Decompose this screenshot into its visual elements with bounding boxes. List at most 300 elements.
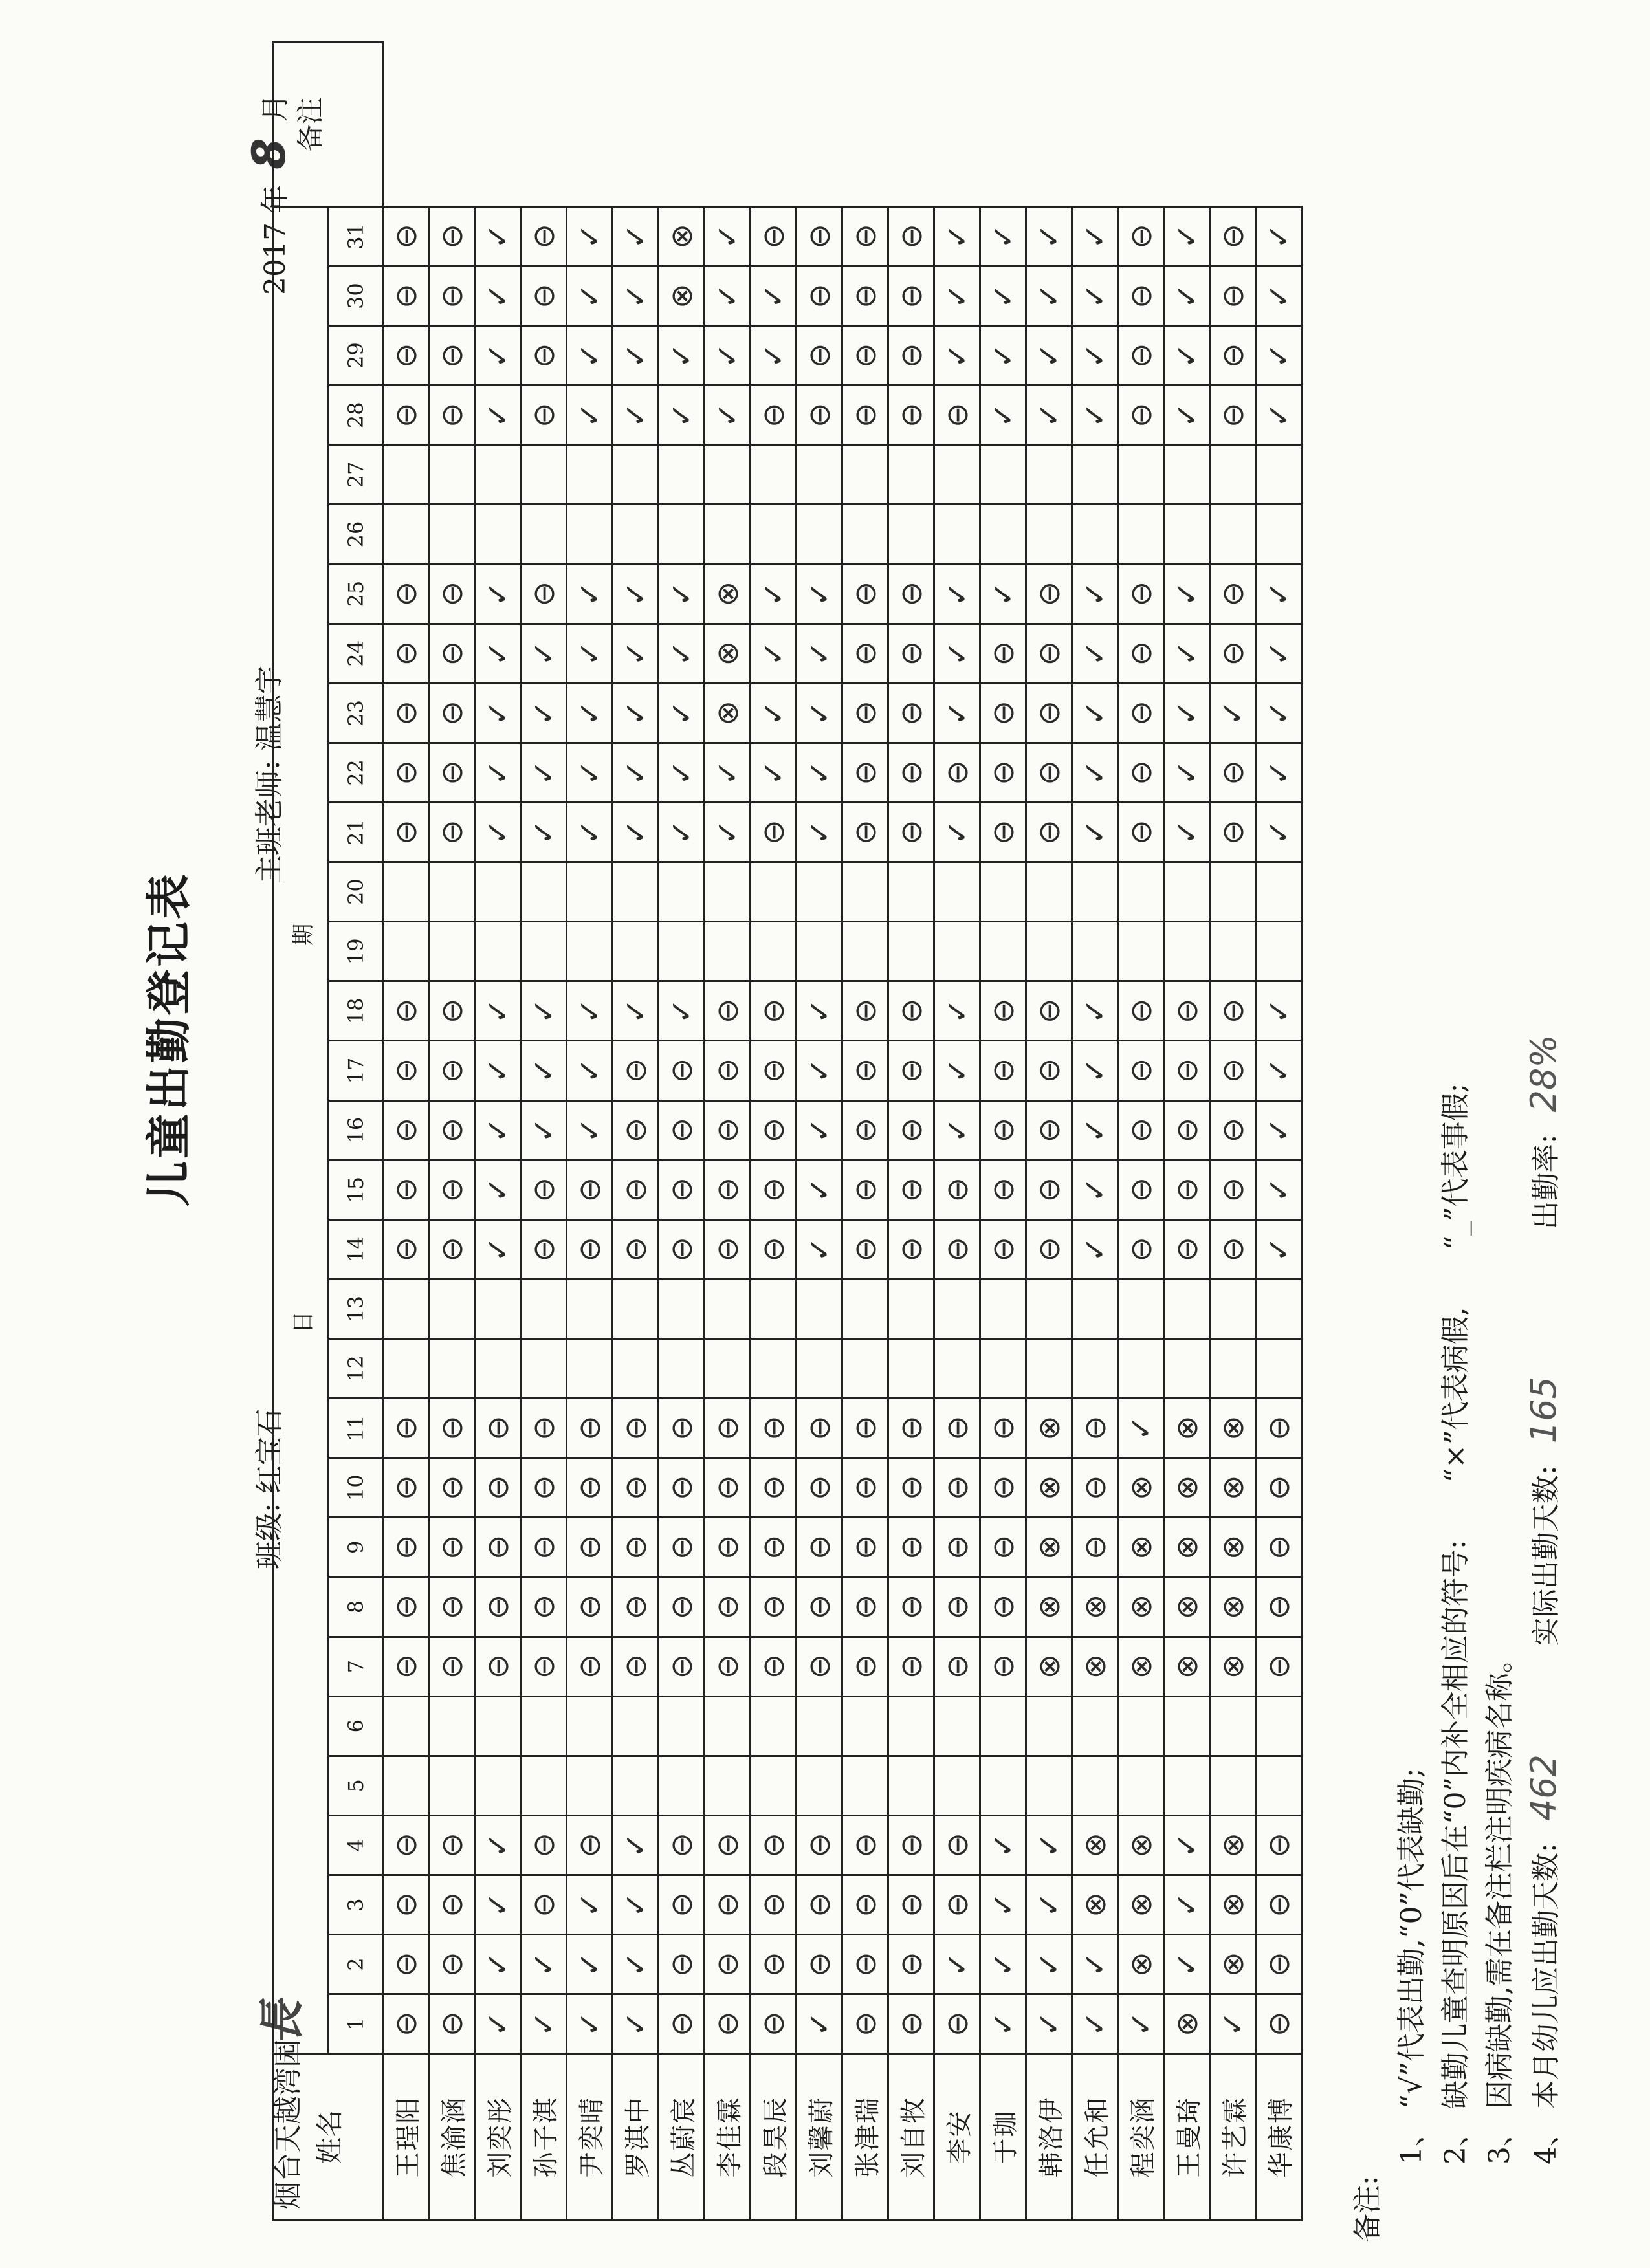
attendance-mark: ✓ — [980, 1994, 1026, 2054]
day-number-header: 23 — [329, 683, 383, 743]
attendance-mark: ⊖ — [659, 1100, 705, 1160]
attendance-mark: ✓ — [934, 981, 980, 1041]
attendance-mark — [1072, 1696, 1118, 1756]
attendance-mark: ⊗ — [1210, 1935, 1256, 1994]
attendance-mark — [980, 1279, 1026, 1338]
attendance-mark: ⊗ — [1210, 1637, 1256, 1696]
note-item-2-number: 2、 — [1439, 2118, 1472, 2164]
attendance-mark: ⊖ — [797, 1399, 842, 1458]
attendance-mark: ✓ — [934, 1100, 980, 1160]
note-item-2 — [1434, 43, 1478, 2242]
attendance-mark — [567, 445, 613, 505]
attendance-mark: ⊖ — [797, 206, 842, 266]
attendance-mark: ⊖ — [1118, 206, 1164, 266]
note-item-1-number: 1、 — [1395, 2118, 1428, 2164]
attendance-mark: ⊖ — [888, 624, 934, 683]
attendance-mark: ⊖ — [521, 206, 567, 266]
note-item-4-number: 4、 — [1530, 2118, 1563, 2164]
attendance-mark: ⊖ — [383, 1041, 429, 1100]
attendance-mark: ⊖ — [842, 386, 888, 445]
attendance-mark: ⊖ — [659, 1458, 705, 1518]
attendance-mark — [705, 1756, 751, 1815]
attendance-mark: ⊖ — [383, 1577, 429, 1637]
attendance-mark: ✓ — [613, 326, 659, 386]
attendance-mark: ⊖ — [1256, 1994, 1302, 2054]
attendance-mark: ✓ — [980, 564, 1026, 624]
table-header-row-1 — [273, 43, 329, 2221]
student-name: 于珈 — [980, 2054, 1026, 2221]
attendance-mark: ✓ — [797, 1041, 842, 1100]
attendance-mark: ✓ — [751, 743, 797, 802]
class-label: 班级: — [253, 1503, 286, 1569]
attendance-mark: ⊖ — [888, 683, 934, 743]
day-number-header: 27 — [329, 445, 383, 505]
attendance-mark: ⊖ — [751, 206, 797, 266]
attendance-mark: ⊖ — [1164, 1041, 1210, 1100]
attendance-mark: ✓ — [705, 267, 751, 326]
attendance-mark: ⊖ — [751, 1577, 797, 1637]
day-number-header: 22 — [329, 743, 383, 802]
attendance-mark — [613, 1338, 659, 1398]
attendance-mark: ⊗ — [1164, 1637, 1210, 1696]
attendance-mark — [934, 1338, 980, 1398]
attendance-mark: ⊖ — [888, 1935, 934, 1994]
attendance-mark: ⊖ — [659, 1518, 705, 1577]
student-name: 王珵阳 — [383, 2054, 429, 2221]
attendance-mark: ✓ — [705, 386, 751, 445]
student-name: 许艺霖 — [1210, 2054, 1256, 2221]
student-name: 华康博 — [1256, 2054, 1302, 2221]
attendance-mark: ✓ — [659, 802, 705, 862]
attendance-mark: ⊖ — [567, 1219, 613, 1279]
table-row — [567, 43, 613, 2221]
attendance-mark: ⊖ — [475, 1399, 521, 1458]
table-row — [1026, 43, 1072, 2221]
attendance-mark: ✓ — [475, 1041, 521, 1100]
attendance-mark — [613, 445, 659, 505]
attendance-mark: ⊖ — [429, 624, 475, 683]
attendance-mark: ✓ — [1026, 206, 1072, 266]
attendance-mark: ✓ — [613, 981, 659, 1041]
attendance-mark — [613, 1279, 659, 1338]
attendance-mark: ⊖ — [751, 802, 797, 862]
attendance-mark — [613, 1696, 659, 1756]
attendance-mark: ⊖ — [1118, 981, 1164, 1041]
table-row — [842, 43, 888, 2221]
attendance-mark — [1164, 1696, 1210, 1756]
attendance-mark — [1210, 862, 1256, 922]
actual-days-label: 实际出勤天数: — [1530, 1465, 1563, 1646]
attendance-mark: ⊖ — [842, 743, 888, 802]
attendance-mark: ⊖ — [475, 1577, 521, 1637]
attendance-mark — [751, 922, 797, 981]
attendance-mark: ⊖ — [797, 386, 842, 445]
attendance-mark: ⊗ — [1164, 1399, 1210, 1458]
attendance-mark — [475, 1756, 521, 1815]
attendance-mark — [705, 862, 751, 922]
attendance-mark: ✓ — [475, 624, 521, 683]
table-row — [1210, 43, 1256, 2221]
attendance-mark — [1256, 445, 1302, 505]
attendance-mark: ⊖ — [613, 1219, 659, 1279]
day-number-header: 6 — [329, 1696, 383, 1756]
attendance-mark: ⊖ — [429, 564, 475, 624]
day-number-header: 11 — [329, 1399, 383, 1458]
attendance-mark — [705, 1279, 751, 1338]
attendance-mark: ✓ — [934, 326, 980, 386]
note-item-2-text-a: 缺勤儿童查明原因后在“0”内补全相应的符号: — [1439, 1540, 1472, 2109]
attendance-mark: ✓ — [1026, 1875, 1072, 1934]
attendance-mark: ⊖ — [429, 1935, 475, 1994]
attendance-mark — [383, 922, 429, 981]
attendance-mark: ✓ — [1164, 683, 1210, 743]
table-row — [1164, 43, 1210, 2221]
attendance-mark: ⊗ — [659, 206, 705, 266]
attendance-mark: ✓ — [659, 624, 705, 683]
attendance-mark: ⊖ — [934, 1815, 980, 1875]
attendance-mark: ⊖ — [1210, 743, 1256, 802]
attendance-mark: ⊖ — [888, 326, 934, 386]
attendance-mark: ⊖ — [429, 1399, 475, 1458]
attendance-mark — [842, 1756, 888, 1815]
student-rows — [383, 43, 1302, 2221]
attendance-rate-label: 出勤率: — [1530, 1134, 1563, 1230]
attendance-mark: ✓ — [1164, 326, 1210, 386]
attendance-mark: ⊗ — [705, 564, 751, 624]
attendance-mark: ⊖ — [1118, 743, 1164, 802]
attendance-mark: ⊖ — [429, 1160, 475, 1219]
attendance-mark: ✓ — [751, 326, 797, 386]
attendance-mark: ⊖ — [842, 1577, 888, 1637]
attendance-mark: ⊖ — [751, 1637, 797, 1696]
student-name: 丛蔚宸 — [659, 2054, 705, 2221]
attendance-mark: ⊖ — [429, 802, 475, 862]
attendance-mark: ⊖ — [980, 1160, 1026, 1219]
student-name: 刘奕彤 — [475, 2054, 521, 2221]
attendance-mark: ⊗ — [1118, 1935, 1164, 1994]
attendance-mark — [475, 1279, 521, 1338]
attendance-mark: ⊖ — [429, 1875, 475, 1934]
attendance-mark — [659, 922, 705, 981]
attendance-mark — [1026, 505, 1072, 564]
attendance-mark — [1118, 862, 1164, 922]
table-row — [751, 43, 797, 2221]
attendance-mark: ✓ — [475, 564, 521, 624]
attendance-mark: ✓ — [751, 564, 797, 624]
attendance-mark: ✓ — [934, 624, 980, 683]
table-row — [613, 43, 659, 2221]
attendance-mark: ✓ — [797, 743, 842, 802]
attendance-mark: ✓ — [1256, 1041, 1302, 1100]
attendance-mark — [705, 1696, 751, 1756]
attendance-mark — [567, 1338, 613, 1398]
attendance-mark — [613, 505, 659, 564]
attendance-mark: ✓ — [1072, 1160, 1118, 1219]
attendance-mark: ⊖ — [980, 802, 1026, 862]
attendance-mark: ⊖ — [842, 267, 888, 326]
year-value: 2017 — [259, 223, 292, 295]
attendance-mark: ⊖ — [383, 1994, 429, 2054]
attendance-mark — [383, 1279, 429, 1338]
attendance-mark: ⊖ — [980, 1458, 1026, 1518]
attendance-mark: ⊖ — [383, 1219, 429, 1279]
day-number-header: 4 — [329, 1815, 383, 1875]
attendance-mark — [797, 1279, 842, 1338]
attendance-mark: ⊖ — [521, 1219, 567, 1279]
attendance-mark — [613, 922, 659, 981]
attendance-mark: ⊖ — [888, 743, 934, 802]
attendance-mark — [1210, 1338, 1256, 1398]
day-number-header: 17 — [329, 1041, 383, 1100]
attendance-mark: ⊖ — [842, 624, 888, 683]
attendance-mark: ✓ — [521, 743, 567, 802]
attendance-mark: ✓ — [659, 683, 705, 743]
attendance-mark: ✓ — [980, 326, 1026, 386]
table-row — [383, 43, 429, 2221]
attendance-mark: ✓ — [980, 1815, 1026, 1875]
attendance-mark: ⊖ — [1210, 981, 1256, 1041]
attendance-mark: ⊖ — [1118, 802, 1164, 862]
attendance-mark: ✓ — [1164, 206, 1210, 266]
table-row — [521, 43, 567, 2221]
day-number-row — [329, 43, 383, 2221]
attendance-mark: ✓ — [475, 326, 521, 386]
attendance-mark — [980, 1338, 1026, 1398]
attendance-mark — [980, 862, 1026, 922]
attendance-mark: ⊖ — [429, 1219, 475, 1279]
attendance-mark: ✓ — [521, 1994, 567, 2054]
attendance-mark: ✓ — [567, 624, 613, 683]
attendance-mark — [429, 862, 475, 922]
attendance-mark: ✓ — [1072, 206, 1118, 266]
attendance-mark: ⊖ — [429, 1518, 475, 1577]
attendance-mark: ⊖ — [980, 981, 1026, 1041]
attendance-mark — [1072, 922, 1118, 981]
day-number-header: 26 — [329, 505, 383, 564]
attendance-mark: ⊖ — [429, 206, 475, 266]
attendance-mark: ⊖ — [842, 206, 888, 266]
attendance-mark: ⊖ — [751, 1100, 797, 1160]
attendance-mark: ⊖ — [705, 1100, 751, 1160]
attendance-mark — [1118, 1279, 1164, 1338]
attendance-mark — [1256, 1756, 1302, 1815]
attendance-mark: ✓ — [1072, 326, 1118, 386]
attendance-mark: ✓ — [1072, 267, 1118, 326]
day-number-header: 9 — [329, 1518, 383, 1577]
attendance-mark: ✓ — [1210, 1994, 1256, 2054]
attendance-mark: ⊖ — [521, 1518, 567, 1577]
attendance-mark: ⊗ — [1026, 1577, 1072, 1637]
attendance-mark — [980, 1696, 1026, 1756]
attendance-mark: ⊖ — [1164, 981, 1210, 1041]
attendance-mark: ✓ — [567, 326, 613, 386]
attendance-mark — [1026, 922, 1072, 981]
attendance-mark: ⊖ — [429, 386, 475, 445]
attendance-mark: ✓ — [1164, 564, 1210, 624]
notes-section — [1346, 43, 1568, 2242]
student-name: 李佳霖 — [705, 2054, 751, 2221]
attendance-mark: ✓ — [567, 1041, 613, 1100]
attendance-mark: ⊖ — [383, 1458, 429, 1518]
attendance-mark: ⊖ — [842, 981, 888, 1041]
attendance-mark — [1210, 1696, 1256, 1756]
attendance-mark: ✓ — [1256, 206, 1302, 266]
attendance-mark — [1072, 862, 1118, 922]
attendance-mark: ⊗ — [1164, 1577, 1210, 1637]
student-name: 刘自牧 — [888, 2054, 934, 2221]
attendance-mark: ⊖ — [429, 326, 475, 386]
attendance-mark: ⊖ — [1210, 267, 1256, 326]
attendance-mark — [934, 445, 980, 505]
attendance-mark: ⊖ — [751, 1041, 797, 1100]
attendance-mark — [1256, 922, 1302, 981]
attendance-mark: ✓ — [1072, 1100, 1118, 1160]
attendance-mark: ✓ — [613, 206, 659, 266]
attendance-mark: ✓ — [613, 743, 659, 802]
attendance-mark: ⊖ — [980, 1518, 1026, 1577]
attendance-mark: ⊖ — [751, 1875, 797, 1934]
student-name: 罗淇中 — [613, 2054, 659, 2221]
attendance-mark: ⊖ — [797, 1815, 842, 1875]
attendance-mark: ✓ — [797, 564, 842, 624]
attendance-mark: ✓ — [567, 386, 613, 445]
attendance-mark: ⊖ — [1210, 1100, 1256, 1160]
attendance-mark — [567, 1696, 613, 1756]
attendance-mark: ⊖ — [429, 1100, 475, 1160]
attendance-mark — [1210, 1279, 1256, 1338]
attendance-mark: ✓ — [1026, 326, 1072, 386]
attendance-mark: ⊖ — [1026, 1100, 1072, 1160]
attendance-mark: ✓ — [1256, 743, 1302, 802]
attendance-mark — [1072, 445, 1118, 505]
attendance-mark — [842, 1696, 888, 1756]
attendance-mark: ⊖ — [1256, 1518, 1302, 1577]
attendance-mark — [613, 862, 659, 922]
attendance-mark: ⊖ — [1210, 326, 1256, 386]
day-number-header: 7 — [329, 1637, 383, 1696]
table-row — [1256, 43, 1302, 2221]
attendance-mark — [429, 445, 475, 505]
attendance-mark — [1118, 505, 1164, 564]
attendance-mark: ⊖ — [751, 1399, 797, 1458]
attendance-mark: ✓ — [613, 1935, 659, 1994]
day-number-header: 29 — [329, 326, 383, 386]
attendance-mark — [521, 862, 567, 922]
day-number-header: 21 — [329, 802, 383, 862]
attendance-mark — [751, 1756, 797, 1815]
table-row — [475, 43, 521, 2221]
attendance-mark — [1026, 445, 1072, 505]
attendance-mark: ✓ — [475, 802, 521, 862]
attendance-mark — [521, 1696, 567, 1756]
attendance-mark: ⊖ — [567, 1458, 613, 1518]
attendance-mark: ⊖ — [613, 1577, 659, 1637]
attendance-mark: ✓ — [1164, 802, 1210, 862]
attendance-mark: ⊗ — [1026, 1637, 1072, 1696]
day-number-header: 28 — [329, 386, 383, 445]
attendance-mark — [521, 1756, 567, 1815]
attendance-mark — [521, 445, 567, 505]
attendance-mark: ⊖ — [842, 1219, 888, 1279]
attendance-mark: ✓ — [1072, 683, 1118, 743]
attendance-mark: ✓ — [475, 1100, 521, 1160]
attendance-mark: ✓ — [567, 981, 613, 1041]
name-column-header: 姓名 — [273, 2054, 383, 2221]
table-row — [934, 43, 980, 2221]
attendance-mark: ⊖ — [383, 386, 429, 445]
attendance-mark: ⊖ — [383, 1160, 429, 1219]
attendance-mark — [797, 1696, 842, 1756]
attendance-mark — [1256, 505, 1302, 564]
attendance-mark: ✓ — [567, 1935, 613, 1994]
attendance-mark: ✓ — [1118, 1994, 1164, 2054]
attendance-mark: ⊖ — [980, 624, 1026, 683]
attendance-table — [272, 41, 1303, 2221]
note-item-2-text-b: “×”代表病假, — [1439, 1307, 1472, 1483]
attendance-mark: ⊖ — [842, 1875, 888, 1934]
attendance-mark: ✓ — [934, 683, 980, 743]
attendance-mark: ⊖ — [1118, 564, 1164, 624]
attendance-mark — [1256, 1696, 1302, 1756]
attendance-mark: ✓ — [659, 326, 705, 386]
attendance-mark: ✓ — [797, 683, 842, 743]
attendance-mark — [429, 922, 475, 981]
attendance-mark: ✓ — [1256, 326, 1302, 386]
attendance-mark — [980, 445, 1026, 505]
attendance-mark: ✓ — [613, 1875, 659, 1934]
attendance-mark: ⊖ — [613, 1041, 659, 1100]
attendance-mark — [383, 862, 429, 922]
attendance-mark: ✓ — [705, 326, 751, 386]
attendance-mark: ⊖ — [797, 1935, 842, 1994]
attendance-mark — [1164, 922, 1210, 981]
attendance-mark: ⊖ — [1118, 326, 1164, 386]
attendance-mark: ⊖ — [705, 1875, 751, 1934]
school-name: 烟台天越湾园 — [272, 2039, 305, 2210]
attendance-mark: ✓ — [659, 386, 705, 445]
attendance-mark — [659, 1279, 705, 1338]
attendance-mark — [1164, 505, 1210, 564]
attendance-mark: ⊖ — [751, 1219, 797, 1279]
attendance-mark: ⊗ — [1210, 1518, 1256, 1577]
attendance-mark — [1118, 922, 1164, 981]
attendance-mark: ⊖ — [888, 564, 934, 624]
attendance-mark: ⊖ — [383, 1100, 429, 1160]
attendance-mark: ✓ — [1072, 1219, 1118, 1279]
attendance-mark: ✓ — [1164, 1935, 1210, 1994]
attendance-mark: ✓ — [934, 802, 980, 862]
attendance-mark — [567, 505, 613, 564]
attendance-mark: ⊖ — [383, 206, 429, 266]
attendance-mark — [751, 445, 797, 505]
attendance-mark — [429, 1338, 475, 1398]
attendance-mark: ✓ — [613, 1815, 659, 1875]
attendance-mark: ✓ — [521, 683, 567, 743]
attendance-mark: ⊖ — [934, 1399, 980, 1458]
day-number-header: 1 — [329, 1994, 383, 2054]
attendance-mark: ✓ — [980, 1935, 1026, 1994]
attendance-mark: ⊖ — [659, 1399, 705, 1458]
attendance-mark: ⊖ — [383, 743, 429, 802]
attendance-mark — [383, 1338, 429, 1398]
attendance-mark: ⊗ — [1072, 1637, 1118, 1696]
attendance-mark: ⊖ — [521, 1160, 567, 1219]
month-unit: 月 — [259, 94, 292, 123]
attendance-mark: ✓ — [1026, 1994, 1072, 2054]
attendance-mark: ⊖ — [980, 1041, 1026, 1100]
table-row — [1118, 43, 1164, 2221]
attendance-mark — [1210, 1756, 1256, 1815]
